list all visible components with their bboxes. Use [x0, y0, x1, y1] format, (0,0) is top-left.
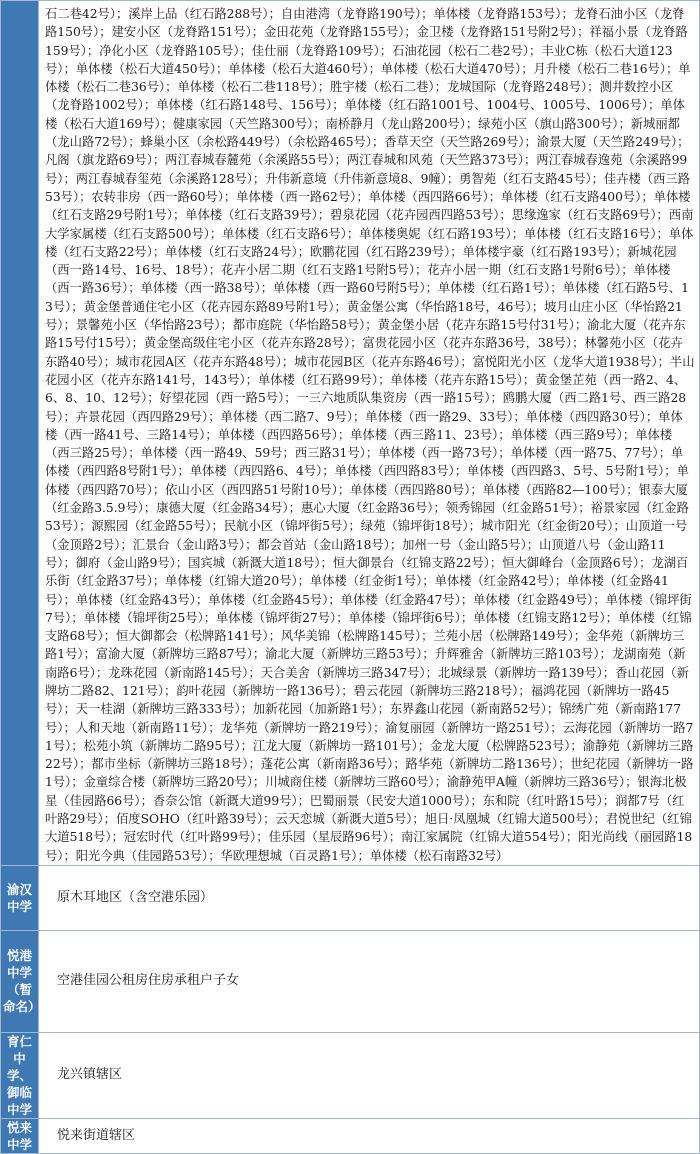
area-cell: 悦来街道辖区 — [39, 1118, 700, 1153]
school-cell: 悦港中学（暂命名） — [1, 930, 39, 1032]
school-cell: 渝汉中学 — [1, 865, 39, 930]
table-row — [1, 1, 700, 866]
area-cell: 空港佳园公租房住房承租户子女 — [39, 930, 700, 1032]
school-cell — [1, 1, 39, 866]
table-row — [1, 865, 700, 930]
school-cell: 育仁中学、御临中学 — [1, 1032, 39, 1118]
table-row — [1, 1118, 700, 1153]
area-cell: 原木耳地区（含空港乐园） — [39, 865, 700, 930]
area-cell: 石二巷42号）；溪岸上品（红石路288号）；自由港湾（龙脊路190号）；单体楼（龙脊路153号）；龙脊石油小区（龙脊路150号）；建安小区（龙脊路151号）；金田花苑（龙脊路155号）；金卫楼（龙脊路151号附2号）；祥福小景（龙脊路159号）；净化小区（龙脊路105号）；佳仕丽（龙脊路109号）；石油花园（松石二巷2号）；丰业C栋（松石大道123号）；单体楼（松石大道450号）；单体楼（松石大道460号）；单体楼（松石大道470号）；月升楼（松石二巷16号）；单体楼（松石二巷36号）；单体楼（松石二巷118号）；胜宇楼（松石二巷）；龙城国际（龙脊路248号）；测井数控小区（龙脊路1002号）；单体楼（红石路148号、156号）；单体楼（红石路1001号、1004号、1005号、1006号）；单体楼（松石大道169号）；健康家园（天竺路300号）；南桥静月（龙山路200号）；绿苑小区（旗山路300号）；新城丽都（龙山路72号）；蜂巢小区（余松路449号）（余松路465号）；香草天空（天竺路269号）；渝景大厦（天竺路249号）；凡阁（旗龙路69号）；两江春城春麓苑（余溪路55号）；两江春城和风苑（天竺路373号）；两江春城春逸苑（余溪路99号）；两江春城春玺苑（余溪路128号）；升伟新意境（升伟新意境8、9幢）；勇智苑（红石支路45号）；佳卉楼（西三路53号）；农转非房（西一路60号）；单体楼（西一路62号）；单体楼（西四路66号）；单体楼（红石支路400号）；单体楼（红石支路29号附1号）；单体楼（红石支路39号）；碧泉花园（花卉园西四路53号）；思缘逸家（红石支路69号）；西南大学家属楼（红石支路500号）；单体楼（红石支路6号）；单体楼奥妮（红石路193号）；单体楼（红石支路16号）；单体楼（红石支路22号）；单体楼（红石支路24号）；欧鹏花园（红石路239号）；单体楼宇豪（红石路193号）；新城花园（西一路14号、16号、18号）；花卉小居二期（红石支路1号附5号）；花卉小居一期（红石支路1号附6号）；单体楼（西一路36号）；单体楼（西一路38号）；单体楼（西一路60号附5号）；单体楼（红石路1号）；单体楼（红石路5号、13号）；黄金堡普通住宅小区（花卉园东路89号附1号）；黄金堡公寓（华怡路18号，46号）；坡月山庄小区（华怡路21号）；景馨苑小区（华怡路23号）；都市庭院（华怡路58号）；黄金堡小居（花卉东路15号付31号）；渝北大厦（花卉东路15号付15号）；黄金堡高级住宅小区（花卉东路28号）；富贵花园小区（花卉东路36号，38号）；林馨苑小区（花卉东路40号）；城市花园A区（花卉东路48号）；城市花园B区（花卉东路46号）；富悦阳光小区（龙华大道1938号）；半山花园小区（花卉东路141号，143号）；单体楼（红石路99号）；单体楼（花卉东路15号）；黄金堡芷苑（西一路2、4、6、8、10、12号）；好望花园（西一路5号）；一三六地质队集资房（西一路15号）；鸥鹏大厦（西二路1号、西三路28号）；卉景花园（西四路29号）；单体楼（西二路7、9号）；单体楼（西一路29、33号）；单体楼（西四路30号）；单体楼（西一路41号、三路14号）；单体楼（西四路56号）；单体楼（西三路11、23号）；单体楼（西三路9号）；单体楼（西三路25号）；单体楼（西一路49、59号；西三路31号）；单体楼（西一路73号）；单体楼（西一路75、77号）；单体楼（西四路8号附1号）；单体楼（西四路6、4号）；单体楼（西四路83号）；单体楼（西四路3、5号、5号附1号）；单体楼（西四路70号）；依山小区（西四路51号附10号）；单体楼（西四路80号）；单体楼（西路82—100号）；银泰大厦（红金路3.5.9号）；康德大厦（红金路34号）；惠心大厦（红金路36号）；领秀锦园（红金路51号）；裕景家园（红金路53号）；源熙园（红金路55号）；民航小区（锦坪街5号）；绿苑（锦坪街18号）；城市阳光（红金街20号）；山顶道一号（金顶路2号）；汇景台（金山路3号）；都会首站（金山路18号）；加州一号（金山路5号）；山顶道八号（金山路11号）；御府（金山路9号）；国宾城（新溉大道18号）；恒大御景台（红锦支路22号）；恒大御峰台（金顶路6号）；龙湖百乐街（红金路37号）；单体楼（红锦大道20号）；单体楼（红金街1号）；单体楼（红金路42号）；单体楼（红金路41号）；单体楼（红金路43号）；单体楼（红金路45号）；单体楼（红金路47号）；单体楼（红金路49号）；单体楼（锦坪街7号）；单体楼（锦坪街25号）；单体楼（锦坪街27号）；单体楼（锦坪街6号）；单体楼（红锦支路12号）；单体楼（红锦支路68号）；恒大御都会（松牌路141号）；风华美锦（松牌路145号）；兰苑小居（松牌路149号）；金华苑（新牌坊三路1号）；富渝大厦（新牌坊三路87号）；渝北大厦（新牌坊三路53号）；升辉雅舍（新牌坊三路103号）；龙湖南苑（新南路6号）；龙珠花园（新南路145号）；天合美舍（新牌坊三路347号）；北城绿景（新牌坊一路139号）；香山花园（新牌坊二路82、121号）；韵叶花园（新牌坊一路136号）；碧云花园（新牌坊三路218号）；福鸿花园（新牌坊一路45号）；天一桂湖（新牌坊三路333号）；加新花园（加新路1号）；东界鑫山花园（新南路52号）；锦绣广苑（新南路177号）；人和天地（新南路11号）；龙华苑（新牌坊一路219号）；渝复丽园（新牌坊一路251号）；云海花园（新牌坊一路71号）；松苑小筑（新牌坊二路95号）；江龙大厦（新牌坊一路101号）；金龙大厦（松牌路523号）；渝静苑（新牌坊三路22号）；都市坐标（新牌坊三路18号）；蓬花公寓（新南路36号）；路华苑（新牌坊二路136号）；世纪花园（新牌坊一路1号）；金童综合楼（新牌坊三路20号）；川城商住楼（新牌坊三路60号）；渝静苑甲A幢（新牌坊三路36号）；银海北极星（佳园路66号）；香奈公馆（新溉大道99号）；巴蜀丽景（民安大道1000号）；东和院（红叶路15号）；润都7号（红叶路29号）；佰度SOHO（红叶路39号）；云天恋城（新溉大道5号）；旭日·凤凰城（红锦大道500号）；君悦世纪（红锦大道518号）；冠宏时代（红叶路99号）；佳乐园（星辰路96号）；南江家属院（红锦大道554号）；阳光尚线（丽园路18号）；阳光今典（佳园路53号）；华欧理想城（百灵路1号）；单体楼（松石南路32号） — [39, 1, 700, 866]
school-cell: 悦来中学 — [1, 1118, 39, 1153]
table-row — [1, 930, 700, 1032]
table-row — [1, 1032, 700, 1118]
area-cell: 龙兴镇辖区 — [39, 1032, 700, 1118]
